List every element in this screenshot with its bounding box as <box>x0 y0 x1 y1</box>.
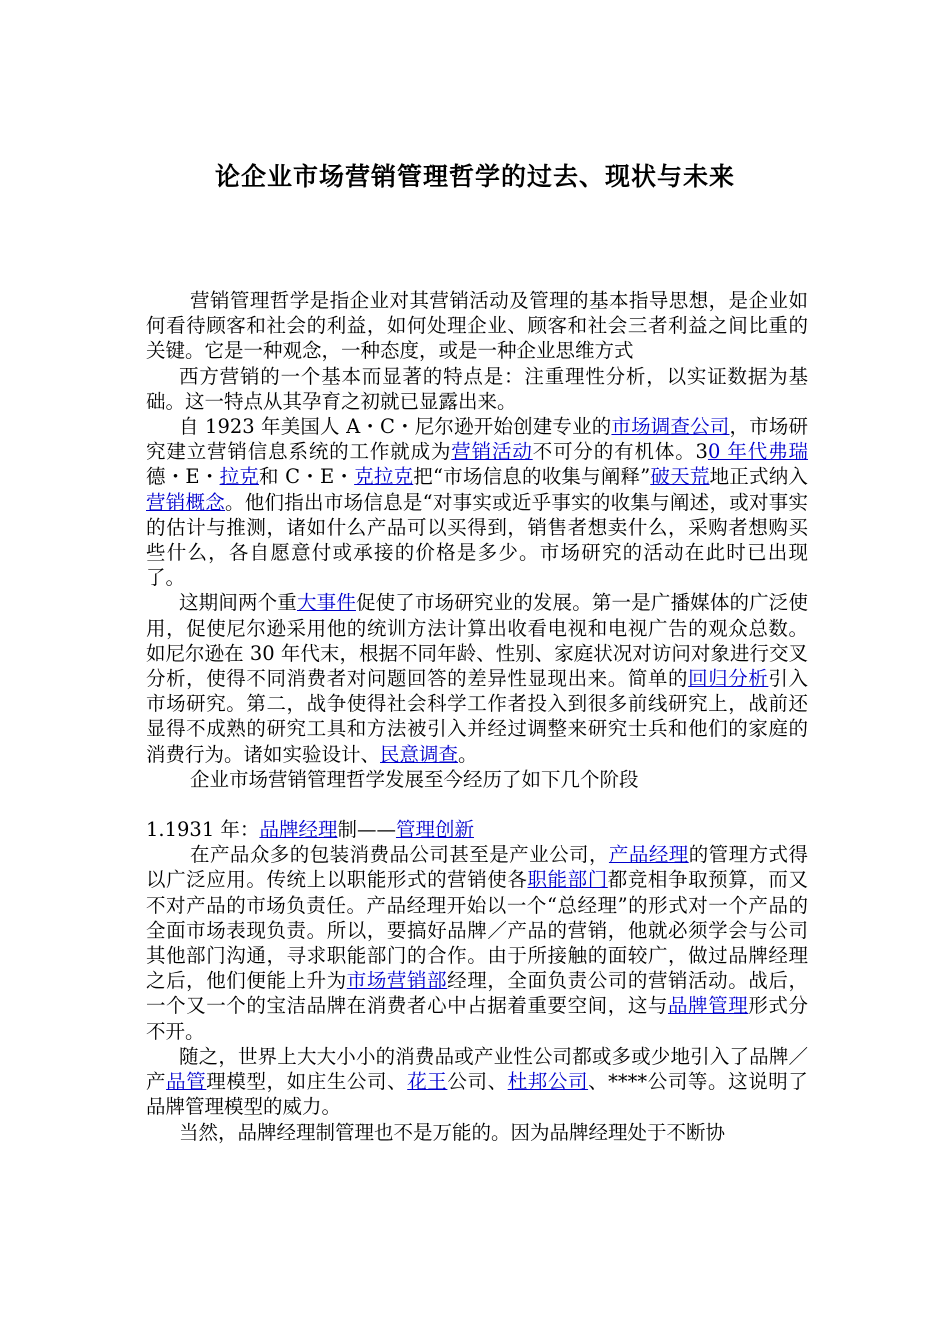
text-run: 形式分不开。 <box>146 994 808 1043</box>
section-heading-1931 <box>146 817 808 842</box>
text-run: 。他们指出市场信息是“对事实或近乎事实的收集与阐述，或对事实的估计与推测，诸如什么产品可以买得到，销售者想卖什么，采购者想购买些什么，各自愿意付或承接的价格是多少。市场研究的活动在此时已出现了。 <box>146 490 808 590</box>
text-run: 随之，世界上大大小小的消费品或产业性公司都或多或少地引入了品牌／产 <box>146 1044 808 1094</box>
paragraph-intro: 营销管理哲学是指企业对其营销活动及管理的基本指导思想，是企业如何看待顾客和社会的利益，如何处理企业、顾客和社会三者利益之间比重的关键。它是一种观念，一种态度，或是一种企业思维方式 <box>146 289 808 363</box>
link-product-manager[interactable]: 产品经理 <box>608 843 689 867</box>
link-management-innovation[interactable]: 管理创新 <box>395 818 474 842</box>
text-run: 在产品众多的包装消费品公司甚至是产业公司， <box>190 843 609 867</box>
text-run: ，市场研究建立营销信息系统的工作就成为 <box>146 415 808 464</box>
text-run: 1.1931 年： <box>146 818 260 842</box>
text-run: 的管理方式得以广泛应用。传统上以职能形式的营销使各 <box>146 843 808 892</box>
paragraph-brand-model <box>146 1044 808 1120</box>
link-dupont[interactable]: 杜邦公司 <box>507 1070 589 1094</box>
paragraph-western-marketing: 西方营销的一个基本而显著的特点是：注重理性分析，以实证数据为基础。这一特点从其孕育之初就已显露出来。 <box>146 364 808 413</box>
link-unprecedented[interactable]: 破天荒 <box>650 465 710 489</box>
text-run: 。 <box>458 742 478 766</box>
text-run: 不可分的有机体。3 <box>532 440 708 464</box>
text-run: 、****公司等。这说明了品牌管理模型的威力。 <box>146 1070 808 1119</box>
link-1930s-fred[interactable]: 0 年代弗瑞 <box>707 440 808 464</box>
text-run: 经理，全面负责公司的营销活动。战后，一个又一个的宝洁品牌在消费者心中占据着重要空间，这与 <box>146 969 808 1018</box>
paragraph-limitations: 当然，品牌经理制管理也不是万能的。因为品牌经理处于不断协 <box>179 1120 726 1144</box>
paragraph-major-events <box>146 590 808 766</box>
link-functional-department[interactable]: 职能部门 <box>527 868 608 892</box>
link-product-management[interactable]: 品管 <box>166 1070 207 1094</box>
text-run: 理模型，如庄生公司、 <box>206 1070 408 1094</box>
document-body <box>146 288 808 1145</box>
link-marketing-concept[interactable]: 营销概念 <box>146 490 226 514</box>
link-kao[interactable]: 花王 <box>407 1070 448 1094</box>
text-run: 地正式纳入 <box>709 465 808 489</box>
text-run: 促使了市场研究业的发展。第一是广播媒体的广泛使用，促使尼尔逊采用他的统训方法计算出收看电视和电视广告的观众总数。如尼尔逊在 30 年代末，根据不同年龄、性别、家庭状况对访问对象进行交叉分析，使得不同消费者对问题回答的差异性显现出来。简单的 <box>146 591 808 691</box>
link-marketing-department[interactable]: 市场营销部 <box>346 969 448 993</box>
paragraph-stages: 企业市场营销管理哲学发展至今经历了如下几个阶段 <box>190 767 639 791</box>
text-run: 公司、 <box>447 1070 508 1094</box>
text-run: 制—— <box>337 818 396 842</box>
text-run: 引入市场研究。第二，战争使得社会科学工作者投入到很多前线研究上，战前还显得不成熟的研究工具和方法被引入并经过调整来研究士兵和他们的家庭的消费行为。诸如实验设计、 <box>146 667 808 766</box>
link-clark-2[interactable]: 克拉克 <box>354 465 414 489</box>
text-run: 这期间两个重 <box>179 591 297 615</box>
paragraph-product-manager <box>146 842 808 1044</box>
link-brand-manager[interactable]: 品牌经理 <box>259 818 338 842</box>
link-opinion-poll[interactable]: 民意调查 <box>380 742 459 766</box>
text-run: 把“市场信息的收集与阐释” <box>413 465 651 489</box>
link-regression-analysis[interactable]: 回归分析 <box>688 667 769 691</box>
text-run: 德・E・ <box>146 465 220 489</box>
link-market-research-company[interactable]: 市场调查公司 <box>611 415 730 439</box>
link-major-event[interactable]: 大事件 <box>296 591 356 615</box>
text-run: 都竞相争取预算，而又不对产品的市场负责任。产品经理开始以一个“总经理”的形式对一个产品的全面市场表现负责。所以，要搞好品牌／产品的营销，他就必须学会与公司其他部门沟通，寻求职能部门的合作。由于所接触的面较广，做过品牌经理之后，他们便能上升为 <box>146 868 808 993</box>
link-clark-1[interactable]: 拉克 <box>219 465 259 489</box>
paragraph-nielsen <box>146 414 808 590</box>
document-title: 论企业市场营销管理哲学的过去、现状与未来 <box>214 162 735 191</box>
text-run: 和 C・E・ <box>259 465 355 489</box>
text-run: 自 1923 年美国人 A・C・尼尔逊开始创建专业的 <box>179 415 612 439</box>
link-brand-management[interactable]: 品牌管理 <box>668 994 749 1018</box>
link-marketing-activity[interactable]: 营销活动 <box>451 440 533 464</box>
